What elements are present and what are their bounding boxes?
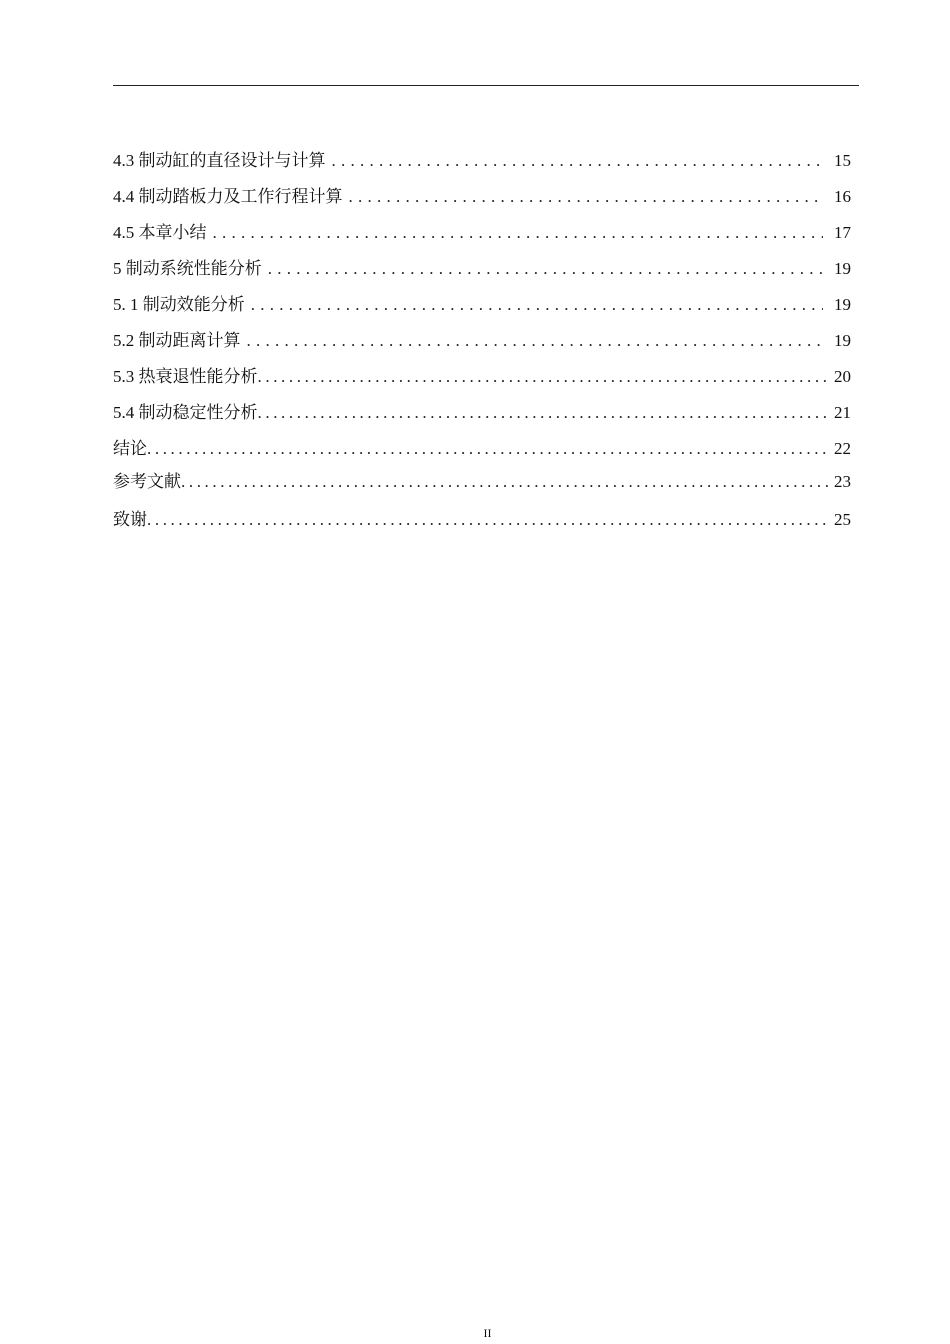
toc-entry-4-5[interactable]: [113, 216, 851, 252]
toc-entry-conclusion[interactable]: [113, 432, 851, 465]
toc-page-number: 17: [834, 223, 851, 242]
toc-page-number: 19: [834, 259, 851, 278]
header-rule: [113, 85, 859, 86]
toc-entry-5-2[interactable]: [113, 324, 851, 360]
toc-page-number: 20: [834, 367, 851, 386]
toc-entry-label: 5. 1 制动效能分析: [113, 295, 245, 314]
toc-dot-leader: [147, 498, 831, 542]
toc-dot-leader: [247, 324, 824, 358]
toc-entry-label: 结论: [113, 439, 147, 458]
toc-entry-5-4[interactable]: [113, 396, 851, 432]
toc-page-number: 19: [834, 331, 851, 350]
toc-entry-label: 5.2 制动距离计算: [113, 331, 241, 350]
toc-entry-label: 5.3 热衰退性能分析: [113, 367, 258, 386]
toc-dot-leader: [258, 396, 832, 430]
toc-dot-leader: [332, 144, 824, 178]
toc-entry-label: 参考文献: [113, 472, 181, 491]
toc-entry-references[interactable]: [113, 465, 851, 498]
toc-dot-leader: [181, 465, 831, 499]
toc-page-number: 19: [834, 295, 851, 314]
toc-dot-leader: [147, 432, 831, 466]
toc-page-number: 23: [834, 472, 851, 491]
table-of-contents: [113, 144, 851, 538]
toc-entry-label: 4.3 制动缸的直径设计与计算: [113, 151, 326, 170]
footer-page-number: II: [483, 1326, 492, 1340]
toc-entry-4-3[interactable]: [113, 144, 851, 180]
toc-entry-4-4[interactable]: [113, 180, 851, 216]
toc-page-number: 16: [834, 187, 851, 206]
toc-page-number: 15: [834, 151, 851, 170]
toc-entry-5-1[interactable]: [113, 288, 851, 324]
toc-entry-label: 4.4 制动踏板力及工作行程计算: [113, 187, 343, 206]
toc-dot-leader: [349, 180, 824, 214]
toc-page-number: 25: [834, 510, 851, 529]
toc-dot-leader: [268, 252, 823, 286]
toc-entry-label: 5.4 制动稳定性分析: [113, 403, 258, 422]
toc-dot-leader: [213, 216, 824, 250]
toc-entry-label: 致谢: [113, 510, 147, 529]
toc-entry-label: 4.5 本章小结: [113, 223, 207, 242]
toc-page-number: 22: [834, 439, 851, 458]
toc-entry-5-3[interactable]: [113, 360, 851, 396]
toc-dot-leader: [251, 288, 823, 322]
toc-dot-leader: [258, 360, 832, 394]
toc-entry-acknowledgements[interactable]: [113, 498, 851, 538]
toc-page-number: 21: [834, 403, 851, 422]
toc-entry-label: 5 制动系统性能分析: [113, 259, 262, 278]
toc-entry-5[interactable]: [113, 252, 851, 288]
